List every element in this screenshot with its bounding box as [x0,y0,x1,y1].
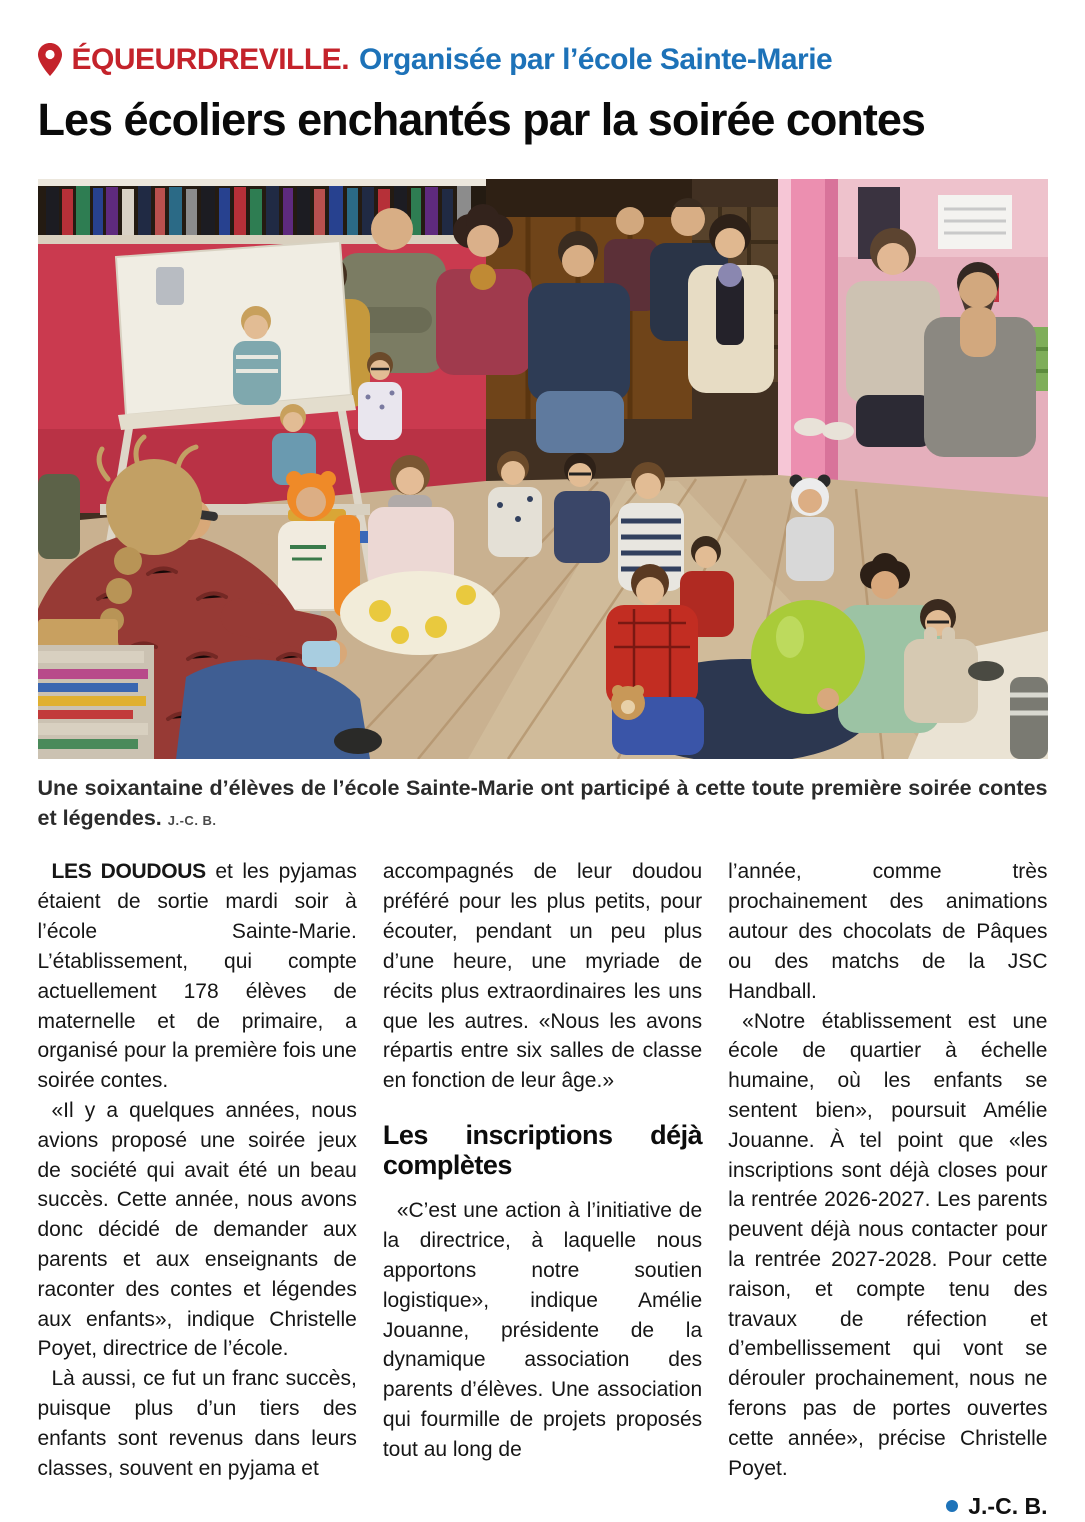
location-pin-icon [38,43,62,76]
caption-text: Une soixantaine d’élèves de l’école Sainte-Marie ont participé à cette toute première soirée contes et légendes. [38,776,1048,830]
paragraph: Là aussi, ce fut un franc succès, puisque plus d’un tiers des enfants sont revenus dans leurs classes, souvent en pyjama et [38,1364,357,1483]
photo-illustration [38,179,1048,759]
author-signature [728,1490,1047,1522]
paragraph: LES DOUDOUS et les pyjamas étaient de sortie mardi soir à l’école Sainte-Marie. L’établissement, qui compte actuellement 178 élèves de maternelle et de primaire, a organisé pour la première fois une soirée contes. [38,857,357,1096]
column-1 [38,857,357,1522]
paragraph: l’année, comme très prochainement des animations autour des chocolats de Pâques ou des matchs de la JSC Handball. [728,857,1047,1006]
bullet-icon [946,1500,958,1512]
paragraph: «Il y a quelques années, nous avions proposé une soirée jeux de société qui avait été un beau succès. Cette année, nous avons donc décidé de demander aux parents et aux enseignants de raconter des contes et légendes aux enfants», indique Christelle Poyet, directrice de l’école. [38,1096,357,1364]
paragraph: «C’est une action à l’initiative de la directrice, à laquelle nous apportons notre soutien logistique», indique Amélie Jouanne, présidente de la dynamique association des parents d’élèves. Une association qui fourmille de projets proposés tout au long de [383,1196,702,1464]
green-balloon [751,600,865,714]
author-initials: J.-C. B. [968,1493,1047,1519]
page-title: Les écoliers enchantés par la soirée contes [38,96,1048,143]
article-page [38,0,1048,1522]
article-photo [38,179,1048,759]
panda-hood-kid [786,475,834,582]
article-body [38,857,1048,1522]
photo-caption [38,773,1048,833]
paragraph: accompagnés de leur doudou préféré pour les plus petits, pour écouter, pendant un peu plus d’une heure, une myriade de récits plus extraordinaires les uns que les autres. «Nous les avons répartis entre six salles de classe en fonction de leur âge.» [383,857,702,1096]
lead-in: LES DOUDOUS [52,860,206,883]
kicker-subtitle: Organisée par l’école Sainte-Marie [359,43,832,77]
kicker [38,40,1048,80]
pink-pillar [778,179,838,527]
section-subhead: Les inscriptions déjà complètes [383,1120,702,1180]
article-figure [38,179,1048,833]
paragraph: «Notre établissement est une école de quartier à échelle humaine, où les enfants se sentent bien», poursuit Amélie Jouanne. À tel point que «les inscriptions sont déjà closes pour la rentrée 2026-2027. Les parents peuvent déjà nous contacter pour la rentrée 2027-2028. Pour cette raison, et compte tenu des travaux de réfection et d’embellissement qui vont se dérouler prochainement, nous ne ferons pas de portes ouvertes cette année», précise Christelle Poyet. [728,1007,1047,1484]
column-2 [383,857,702,1522]
column-3 [728,857,1047,1522]
kicker-location: ÉQUEURDREVILLE. [72,43,350,77]
caption-credit: J.-C. B. [168,813,217,828]
